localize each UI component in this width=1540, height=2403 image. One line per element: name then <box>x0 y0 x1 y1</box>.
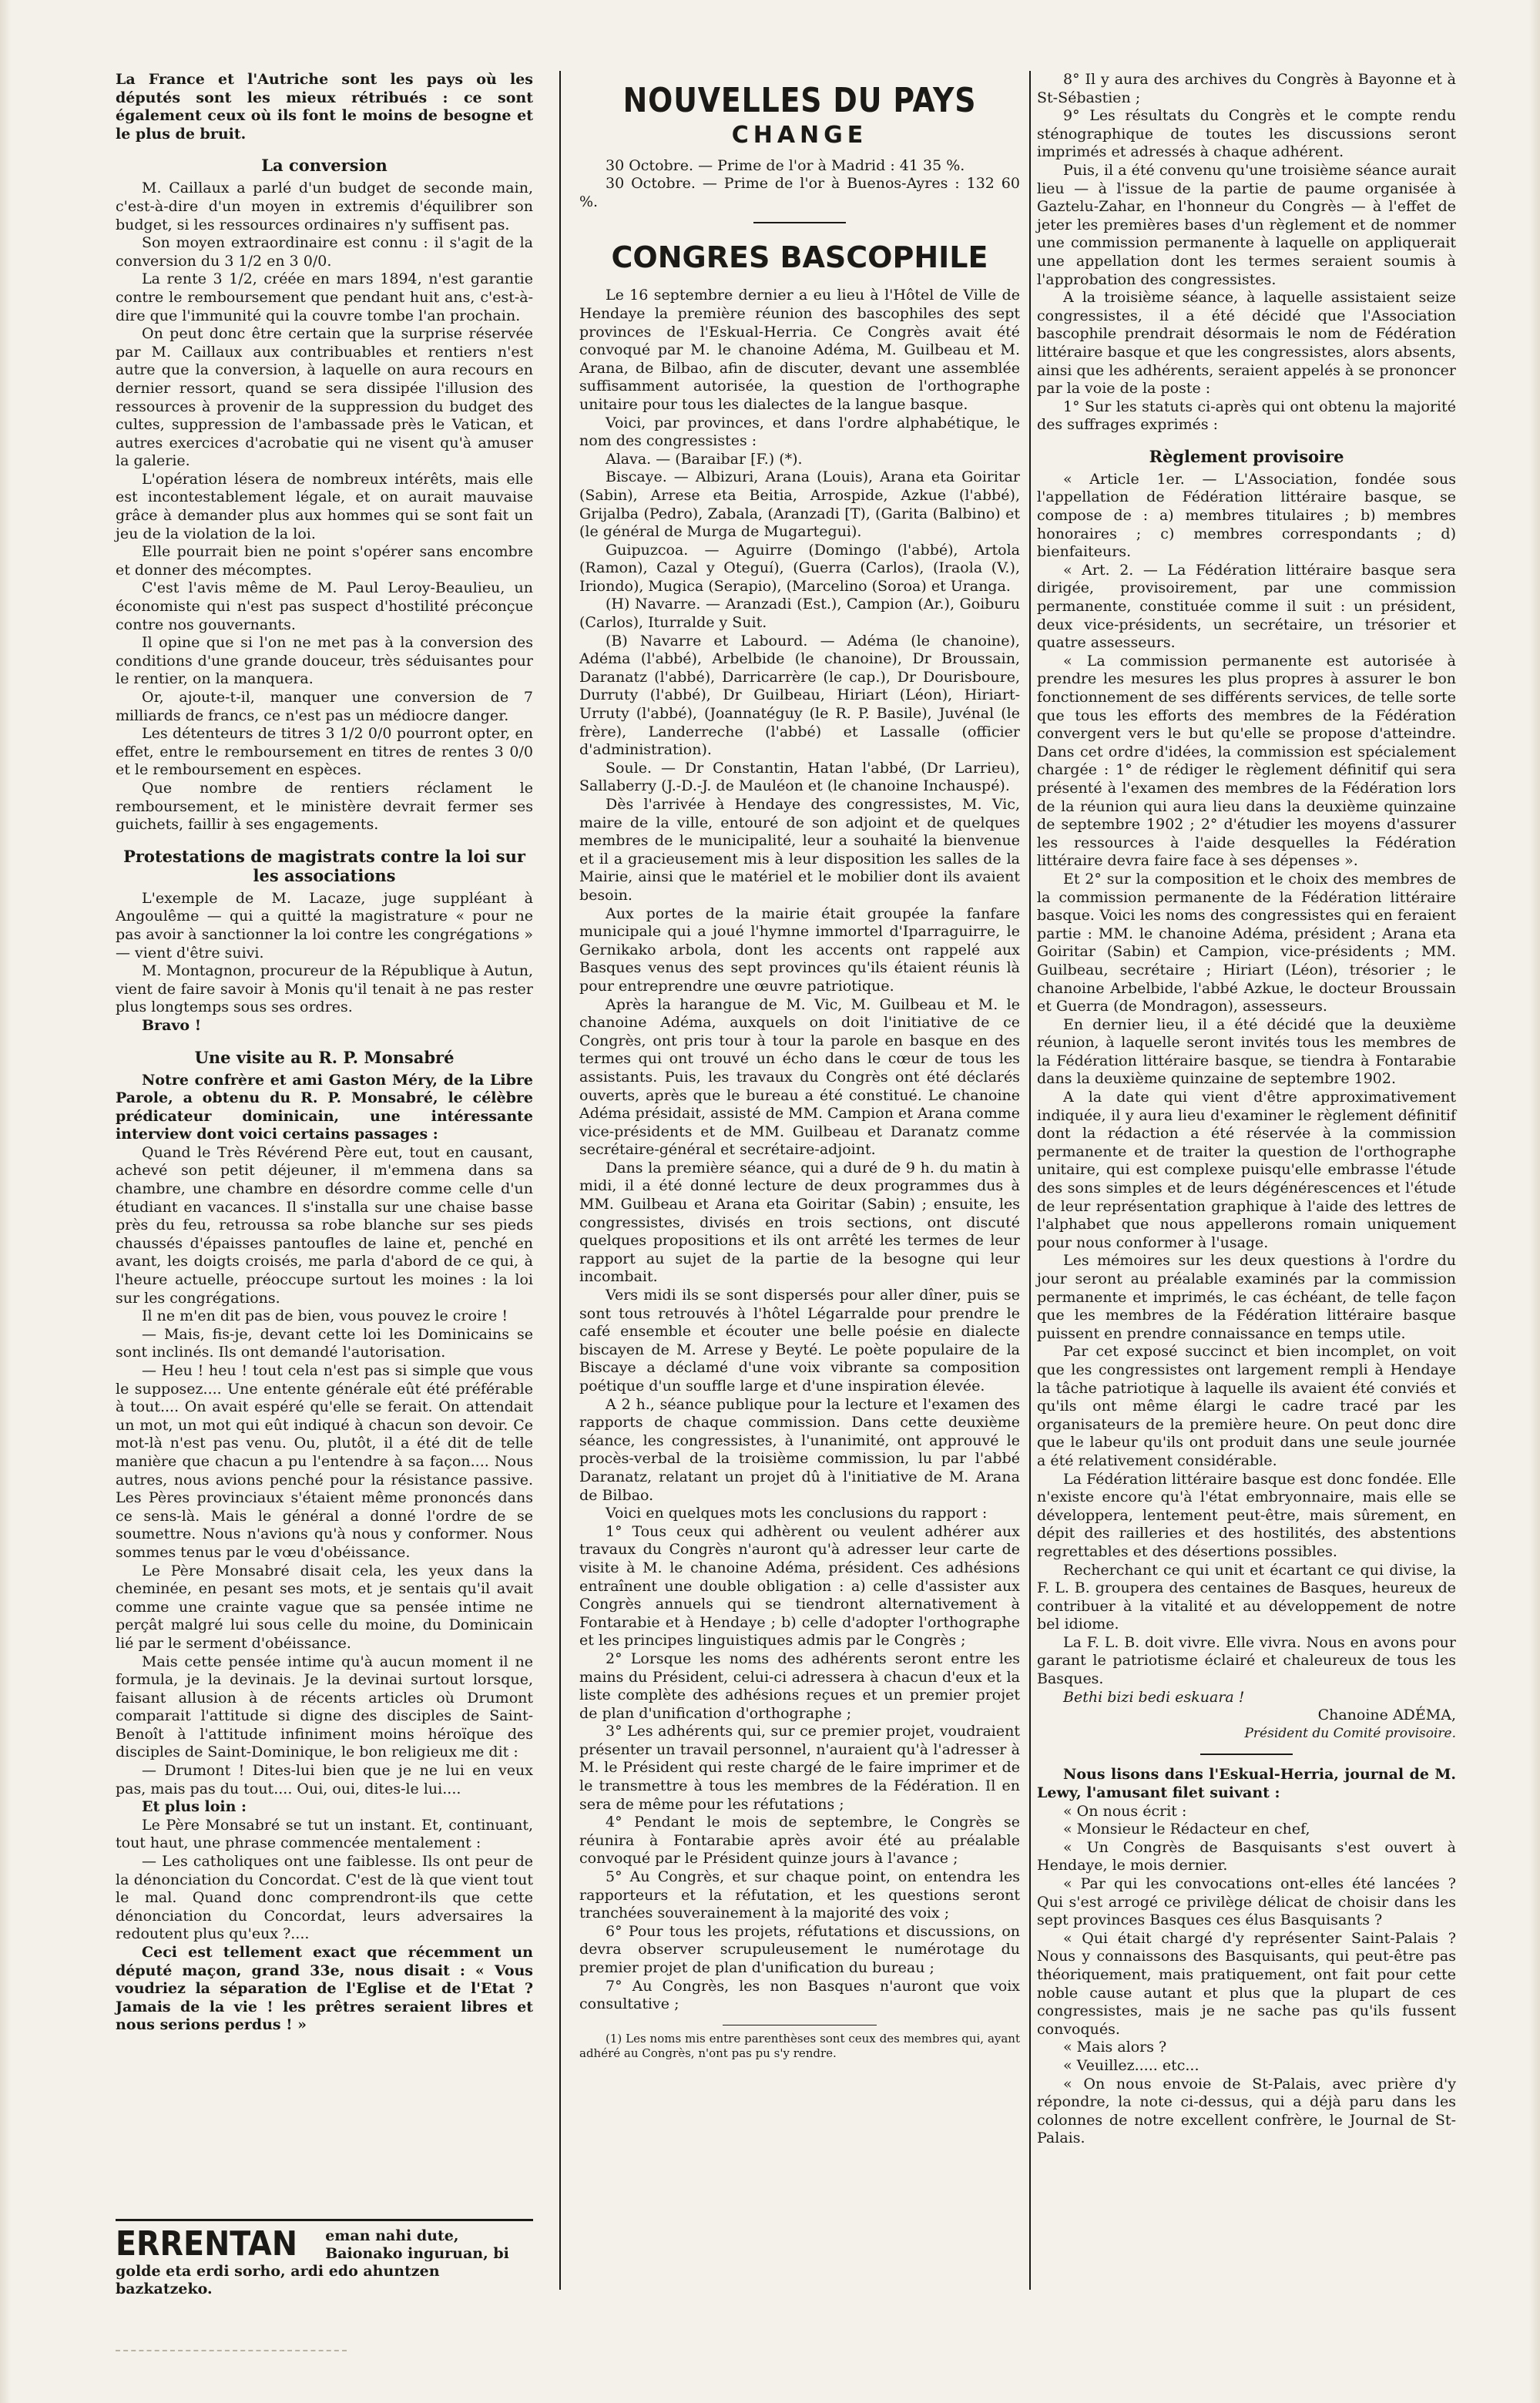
paragraph: Quand le Très Révérend Père eut, tout en causant, achevé son petit déjeuner, il m'emmena dans sa chambre, une chambre en désordre comme celle d'un étudiant en vacances. Il s'installa sur une chaise basse près du feu, retroussa sa robe blanche sur ses pieds chaussés d'épaisses pantoufles de laine et, penché en avant, les doigts croisés, me parla d'abord de ce qui, à l'heure actuelle, préoccupe surtout les moines : la loi sur les congrégations. <box>116 1143 533 1307</box>
paragraph: Le Père Monsabré se tut un instant. Et, continuant, tout haut, une phrase commencée mentalement : <box>116 1816 533 1852</box>
paragraph: Son moyen extraordinaire est connu : il s'agit de la conversion du 3 1/2 en 3 0/0. <box>116 234 533 270</box>
divider <box>753 222 846 223</box>
paragraph: Que nombre de rentiers réclament le remboursement, et le ministère devrait fermer ses guichets, faillir à ses engagements. <box>116 779 533 834</box>
paragraph: — Drumont ! Dites-lui bien que je ne lui en veux pas, mais pas du tout.... Oui, oui, dites-le lui.... <box>116 1762 533 1797</box>
paragraph: Les détenteurs de titres 3 1/2 0/0 pourront opter, en effet, entre le remboursement en titres de rentes 3 0/0 et le remboursement en espèces. <box>116 725 533 779</box>
footnote: (1) Les noms mis entre parenthèses sont ceux des membres qui, ayant adhéré au Congrès, n'ont pas pu s'y rendre. <box>579 2031 1020 2060</box>
paragraph: Dans la première séance, qui a duré de 9 h. du matin à midi, il a été donné lecture de deux programmes dus à MM. Guilbeau et Arana eta Goiritar (Sabin) ; ensuite, les congressistes, divisés en trois sections, ont discuté quelques propositions et ils ont arrêté les termes de leur rapport au sujet de la partie de la besogne qui leur incombait. <box>579 1159 1020 1286</box>
paragraph: Le 16 septembre dernier a eu lieu à l'Hôtel de Ville de Hendaye la première réunion des bascophiles des sept provinces de l'Eskual-Herria. Ce Congrès avait été convoqué par M. le chanoine Adéma, M. Guilbeau et M. Arana, de Bilbao, afin de discuter, devant une assemblée suffisamment autorisée, la question de l'orthographe unitaire pour tous les dialectes de la langue basque. <box>579 287 1020 413</box>
congres-heading: CONGRES BASCOPHILE <box>611 240 988 275</box>
conclusions-list <box>579 1523 1020 2014</box>
paragraph: — Heu ! heu ! tout cela n'est pas si simple que vous le supposez.... Une entente générale eût été préférable à tout.... On avait espéré qu'elle se ferait. On attendait un mot, un mot qui eût indiqué à chacun son devoir. Ce mot-là n'est pas venu. Ou, plutôt, il a été dit de telle manière que chacun a pu l'entendre à sa façon.... Nous autres, nous avions penché pour la résistance passive. Les Pères provinciaux s'étaient même prononcés dans ce sens-là. Mais le général a donné l'ordre de se soumettre. Nous n'avions qu'à nous y conformer. Nous sommes tenus par le vœu d'obéissance. <box>116 1362 533 1561</box>
errentan-text: eman nahi dute, Baionako inguruan, bi golde eta erdi sorho, ardi edo ahuntzen bazkatzeko. <box>116 2227 509 2297</box>
paragraph: Voici, par provinces, et dans l'ordre alphabétique, le nom des congressistes : <box>579 414 1020 450</box>
signature-role: Président du Comité provisoire. <box>1244 1725 1456 1741</box>
change-line: 30 Octobre. — Prime de l'or à Madrid : 41 35 %. <box>606 156 965 174</box>
column-1 <box>116 71 533 2321</box>
paragraph: Et plus loin : <box>142 1798 247 1816</box>
paragraph: Voici en quelques mots les conclusions du rapport : <box>606 1505 988 1522</box>
errentan-title: ERRENTAN <box>116 2224 297 2264</box>
paragraph: L'opération lésera de nombreux intérêts, mais elle est incontestablement légale, et on aurait mauvaise grâce à demander plus aux hommes qui se sont fait un jeu de la violation de la loi. <box>116 470 533 542</box>
paragraph: « Par qui les convocations ont-elles été lancées ? Qui s'est arrogé ce privilège délicat de choisir dans les sept provinces Basques ces élus Basquisants ? <box>1037 1875 1456 1929</box>
paragraph: « Un Congrès de Basquisants s'est ouvert à Hendaye, le mois dernier. <box>1037 1838 1456 1874</box>
column-divider <box>559 71 561 2290</box>
paragraph: C'est l'avis même de M. Paul Leroy-Beaulieu, un économiste qui n'est pas suspect d'hostilité préconçue contre nos gouvernants. <box>116 579 533 633</box>
section-heading-nouvelles: NOUVELLES DU PAYS <box>622 81 977 120</box>
divider <box>1200 1754 1293 1755</box>
paragraph: On peut donc être certain que la surprise réservée par M. Caillaux aux contribuables et rentiers n'est autre que la conversion, à laquelle on aura recours en dernier ressort, quand se sera dissipée l'illusion des ressources à provenir de la suppression du budget des cultes, suppression de l'ambassade près le Vatican, et autres exercices d'acrobatie qui ne visent qu'à amuser la galerie. <box>116 325 533 470</box>
paragraph: Les mémoires sur les deux questions à l'ordre du jour seront au préalable examinés par la commission permanente et imprimés, le cas échéant, de telle façon que les membres de la Fédération littéraire basque puissent en prendre connaissance en temps utile. <box>1037 1252 1456 1342</box>
paragraph: A la date qui vient d'être approximativement indiquée, il y aura lieu d'examiner le règlement définitif dont la rédaction a été réservée à la commission permanente et de traiter la question de l'orthographe unitaire, qui est complexe puisqu'elle embrasse l'étude des sons simples et de leurs dégénérescences et l'étude de leur représentation graphique à l'aide des lettres de l'alphabet que nous appellerons romain uniquement pour nous conformer à l'usage. <box>1037 1089 1456 1251</box>
paragraph: Or, ajoute-t-il, manquer une conversion de 7 milliards de francs, ce n'est pas un médiocre danger. <box>116 689 533 724</box>
paragraph: « Qui était chargé d'y représenter Saint-Palais ? Nous y connaissons des Basquisants, qui peut-être pas théoriquement, mais pratiquement, ont fait pour cette noble cause autant et plus que la plupart de ces congressistes, mais je ne sache pas qu'ils fussent convoqués. <box>1037 1929 1456 2038</box>
paragraph: M. Caillaux a parlé d'un budget de seconde main, c'est-à-dire d'un moyen in extremis d'équilibrer son budget, si les ressources ordinaires n'y suffisent pas. <box>116 180 533 233</box>
paragraph: L'exemple de M. Lacaze, juge suppléant à Angoulême — qui a quitté la magistrature « pour ne pas avoir à sanctionner la loi contre les congrégations » — vient d'être suivi. <box>116 889 533 962</box>
paragraph: Biscaye. — Albizuri, Arana (Louis), Arana eta Goiritar (Sabin), Arrese eta Beitia, Arrospide, Azkue (l'abbé), Grijalba (Pedro), Zabala, (Aranzadi [T), (Garita (Balbino) et (le général de Murga de Mugartegui). <box>579 468 1020 541</box>
paragraph: (H) Navarre. — Aranzadi (Est.), Campion (Ar.), Goiburu (Carlos), Iturralde y Suit. <box>579 596 1020 632</box>
paragraph: Vers midi ils se sont dispersés pour aller dîner, puis se sont tous retrouvés à l'hôtel Légarralde pour prendre le café ensemble et écouter une belle poésie en dialecte biscayen de M. Arrese y Beyté. Le poète populaire de la Biscaye a déclamé d'une voix vibrante sa composition poétique d'un souffle large et d'une inspiration élevée. <box>579 1287 1020 1394</box>
intro-paragraph: La France et l'Autriche sont les pays où les députés sont les mieux rétribués : ce sont également ceux où ils font le moins de besogne et le plus de bruit. <box>116 71 533 143</box>
column-2 <box>579 71 1020 2251</box>
list-item: 5° Au Congrès, et sur chaque point, on entendra les rapporteurs et la réfutation, et les questions seront tranchées souverainement à la majorité des voix ; <box>579 1868 1020 1922</box>
paragraph: « Monsieur le Rédacteur en chef, <box>1063 1821 1310 1838</box>
change-line: 30 Octobre. — Prime de l'or à Buenos-Ayres : 132 60 %. <box>579 175 1020 210</box>
lewy-lead: Nous lisons dans l'Eskual-Herria, journal de M. Lewy, l'amusant filet suivant : <box>1037 1766 1456 1802</box>
paragraph: Après la harangue de M. Vic, M. Guilbeau et M. le chanoine Adéma, auxquels on doit l'initiative de ce Congrès, ont pris tour à tour la parole en basque en des termes qui ont trouvé un écho dans le cœur de tous les assistants. Puis, les travaux du Congrès ont été déclarés ouverts, après que le bureau a été constitué. Le chanoine Adéma présidait, assisté de MM. Campion et Arana comme vice-présidents et de MM. Guilbeau et Daranatz comme secrétaire-général et secrétaire-adjoint. <box>579 995 1020 1159</box>
conversion-heading: La conversion <box>261 156 388 176</box>
paragraph: A la troisième séance, à laquelle assistaient seize congressistes, il a été décidé que l'Association bascophile prendrait désormais le nom de Fédération littéraire basque et que les congressistes, alors absents, ainsi que les adhérents, seraient appelés à se prononcer par la voie de la poste : <box>1037 289 1456 398</box>
paragraph: (B) Navarre et Labourd. — Adéma (le chanoine), Adéma (l'abbé), Arbelbide (le chanoine), Dr Broussain, Daranatz (l'abbé), Darricarrère (le cap.), Dr Dourisboure, Durruty (l'abbé), Dr Guilbeau, Hiriart (Léon), Hiriart-Urruty (l'abbé), (Joannatéguy (le R. P. Basile), Juvénal (le frère), Landerreche (l'abbé) et Lassalle (officier d'administration). <box>579 632 1020 759</box>
list-item: 8° Il y aura des archives du Congrès à Bayonne et à St-Sébastien ; <box>1037 71 1456 106</box>
list-item: 4° Pendant le mois de septembre, le Congrès se réunira à Fontarabie après avoir été au préalable convoqué par le Président quinze jours à l'avance ; <box>579 1814 1020 1868</box>
list-item: 3° Les adhérents qui, sur ce premier projet, voudraient présenter un travail personnel, n'auraient qu'à l'adresser à M. le Président qui reste chargé de le faire imprimer et de le transmettre à tous les membres de la Fédération. Il en sera de même pour les réfutations ; <box>579 1723 1020 1813</box>
list-item: 9° Les résultats du Congrès et le compte rendu sténographique de toutes les discussions seront imprimés et adressés à chaque adhérent. <box>1037 107 1456 161</box>
paragraph: « La commission permanente est autorisée à prendre les mesures les plus propres à assurer le bon fonctionnement de ses différents services, de telle sorte que tous les efforts des membres de la Fédération convergent vers le but qu'elle se propose d'atteindre. Dans cet ordre d'idées, la commission est spécialement chargée : 1° de rédiger le règlement définitif qui sera présenté à l'examen des membres de la Fédération lors de la réunion qui aura lieu dans la deuxième quinzaine de septembre 1902 ; 2° d'étudier les moyens d'assurer les ressources à l'aide desquelles la Fédération littéraire devra faire face à ses dépenses ». <box>1037 652 1456 870</box>
paragraph: Guipuzcoa. — Aguirre (Domingo (l'abbé), Artola (Ramon), Cazal y Oteguí), (Guerra (Carlos), (Iraola (V.), Iriondo), Mugica (Serapio), (Marcelino (Soroa) et Uranga. <box>579 541 1020 595</box>
paragraph: A 2 h., séance publique pour la lecture et l'examen des rapports de chaque commission. Dans cette deuxième séance, les congressistes, à l'unanimité, ont approuvé le procès-verbal de la troisième commission, lu par l'abbé Daranatz, relatant un projet dû à l'initiative de M. Arana de Bilbao. <box>579 1395 1020 1504</box>
paragraph: « On nous envoie de St-Palais, avec prière d'y répondre, la note ci-dessus, qui a déjà paru dans les colonnes de notre excellent confrère, le Journal de St-Palais. <box>1037 2075 1456 2147</box>
paragraph: Et 2° sur la composition et le choix des membres de la commission permanente de la Fédération littéraire basque. Voici les noms des congressistes qui en feraient partie : MM. le chanoine Adéma, président ; Arana eta Goiritar (Sabin) et Campion, vice-présidents ; MM. Guilbeau, secrétaire ; Hiriart (Léon), trésorier ; le chanoine Arbelbide, l'abbé Azkue, le docteur Broussain et Guerra (de Mondragon), assesseurs. <box>1037 870 1456 1015</box>
paragraph: Soule. — Dr Constantin, Hatan l'abbé, (Dr Larrieu), Sallaberry (J.-D.-J. de Mauléon et (le chanoine Inchauspé). <box>579 759 1020 795</box>
list-item: 1° Tous ceux qui adhèrent ou veulent adhérer aux travaux du Congrès n'auront qu'à adresser leur carte de visite à M. le chanoine Adéma, président. Ces adhésions entraînent une double obligation : a) celle d'assister aux Congrès annuels qui se tiendront alternativement à Fontarabie et à Hendaye ; b) celle d'adopter l'orthographe et les principes linguistiques admis par le Congrès ; <box>579 1522 1020 1650</box>
paragraph: « Veuillez..... etc... <box>1063 2056 1199 2074</box>
change-heading: CHANGE <box>731 122 868 149</box>
bravo-line: Bravo ! <box>142 1016 202 1034</box>
paper-edge-right <box>1529 0 1540 2403</box>
paragraph: Alava. — (Baraibar [F.) (*). <box>606 450 803 468</box>
paragraph: En dernier lieu, il a été décidé que la deuxième réunion, à laquelle seront invités tous les membres de la Fédération littéraire basque, se tiendra à Fontarabie dans la deuxième quinzaine de septembre 1902. <box>1037 1015 1456 1088</box>
paragraph: « Article 1er. — L'Association, fondée sous l'appellation de Fédération littéraire basque, se compose de : a) membres titulaires ; b) membres honoraires ; c) membres correspondants ; d) bienfaiteurs. <box>1037 470 1456 561</box>
paragraph: Ceci est tellement exact que récemment un député maçon, grand 33e, nous disait : « Vous voudriez la séparation de l'Eglise et de l'Etat ? Jamais de la vie ! les prêtres seraient libres et nous serions perdus ! » <box>116 1944 533 2034</box>
protestations-heading: Protestations de magistrats contre la loi sur les associations <box>123 846 525 885</box>
reglement-heading: Règlement provisoire <box>1149 446 1344 466</box>
paragraph: La rente 3 1/2, créée en mars 1894, n'est garantie contre le remboursement que pendant huit ans, c'est-à-dire que l'immunité qui la couvre tombe l'an prochain. <box>116 270 533 324</box>
column-divider <box>1029 71 1031 2290</box>
paragraph: Par cet exposé succinct et bien incomplet, on voit que les congressistes ont largement rempli à Hendaye la tâche patriotique à laquelle ils avaient été conviés et qu'ils ont même élargi le cadre tracé par les organisateurs de la première heure. On peut donc dire que le labeur qu'ils ont produit dans une seule journée a été relativement considérable. <box>1037 1343 1456 1469</box>
paragraph: M. Montagnon, procureur de la République à Autun, vient de faire savoir à Monis qu'il tenait à ne pas rester plus longtemps sous ses ordres. <box>116 962 533 1016</box>
monsabre-lead: Notre confrère et ami Gaston Méry, de la Libre Parole, a obtenu du R. P. Monsabré, le célèbre prédicateur dominicain, une intéressante interview dont voici certains passages : <box>116 1071 533 1143</box>
paragraph: 1° Sur les statuts ci-après qui ont obtenu la majorité des suffrages exprimés : <box>1037 398 1456 434</box>
paragraph: « Mais alors ? <box>1063 2039 1167 2056</box>
paragraph: — Mais, fis-je, devant cette loi les Dominicains se sont inclinés. Ils ont demandé l'autorisation. <box>116 1325 533 1361</box>
paragraph: « On nous écrit : <box>1063 1802 1187 1820</box>
column-3 <box>1037 71 1456 2147</box>
paragraph: Elle pourrait bien ne point s'opérer sans encombre et donner des mécomptes. <box>116 543 533 579</box>
paper-edge-left <box>0 0 11 2403</box>
paragraph: La Fédération littéraire basque est donc fondée. Elle n'existe encore qu'à l'état embryonnaire, mais elle se développera, lentement peut-être, mais sûrement, en dépit des railleries et des hostilités, des abstentions regrettables et des désertions possibles. <box>1037 1470 1456 1560</box>
paragraph: Puis, il a été convenu qu'une troisième séance aurait lieu — à l'issue de la partie de paume organisée à Gaztelu-Zahar, en l'honneur du Congrès — à l'effet de jeter les premières bases d'un règlement et de nommer une commission permanente à laquelle on appliquerait une appellation dont les termes seraient soumis à l'approbation des congressistes. <box>1037 161 1456 288</box>
paragraph: « Art. 2. — La Fédération littéraire basque sera dirigée, provisoirement, par une commission permanente, constituée comme il suit : un président, deux vice-présidents, un secrétaire, un trésorier et quatre assesseurs. <box>1037 561 1456 652</box>
divider <box>116 2219 533 2221</box>
paragraph: Le Père Monsabré disait cela, les yeux dans la cheminée, en pesant ses mots, et je sentais qu'il avait comme une crainte vague que sa pensée intime ne perçât malgré lui sous celle du moine, du Dominicain lié par le serment d'obéissance. <box>116 1562 533 1652</box>
paragraph: Mais cette pensée intime qu'à aucun moment il ne formula, je la devinais. Je la devinai surtout lorsque, faisant allusion à de récents articles où Drumont comparait l'attitude si digne des disciples de Saint-Benoît à l'attitude infiniment moins héroïque des disciples de Saint-Dominique, le bon religieux me dit : <box>116 1653 533 1761</box>
paragraph: Aux portes de la mairie était groupée la fanfare municipale qui a joué l'hymne immortel d'Iparraguirre, le Gernikako arbola, dont les accents ont rappelé aux Basques venus des sept provinces qu'ils étaient réunis là pour entreprendre une œuvre patriotique. <box>579 904 1020 995</box>
signature: Chanoine ADÉMA, <box>1317 1707 1456 1724</box>
list-item: 6° Pour tous les projets, réfutations et discussions, on devra observer scrupuleusement le numérotage du premier projet de plan d'unification du bureau ; <box>579 1922 1020 1976</box>
paragraph: La F. L. B. doit vivre. Elle vivra. Nous en avons pour garant le patriotisme éclairé et chaleureux de tous les Basques. <box>1037 1633 1456 1688</box>
paragraph: Bethi bizi bedi eskuara ! <box>1063 1688 1245 1706</box>
errentan-advert <box>116 2219 533 2296</box>
bottom-edge-mark <box>116 2350 347 2351</box>
list-item: 2° Lorsque les noms des adhérents seront entre les mains du Président, celui-ci adressera à chacun d'eux et la liste complète des adhésions reçues et un premier projet de plan d'unification d'orthographe ; <box>579 1650 1020 1722</box>
paragraph: Il opine que si l'on ne met pas à la conversion des conditions d'une grande douceur, très séduisantes pour le rentier, on la manquera. <box>116 634 533 688</box>
paragraph: — Les catholiques ont une faiblesse. Ils ont peur de la dénonciation du Concordat. C'est de là que vient tout le mal. Quand donc comprendront-ils que cette dénonciation du Concordat, leurs adversaires la redoutent plus qu'eux ?.... <box>116 1853 533 1943</box>
list-item: 7° Au Congrès, les non Basques n'auront que voix consultative ; <box>579 1977 1020 2013</box>
paragraph: Il ne m'en dit pas de bien, vous pouvez le croire ! <box>142 1307 508 1325</box>
monsabre-heading: Une visite au R. P. Monsabré <box>194 1047 455 1067</box>
paragraph: Recherchant ce qui unit et écartant ce qui divise, la F. L. B. groupera des centaines de Basques, heureux de contribuer à la vitalité et au développement de notre bel idiome. <box>1037 1561 1456 1633</box>
paragraph: Dès l'arrivée à Hendaye des congressistes, M. Vic, maire de la ville, entouré de son adjoint et de quelques membres de le municipalité, leur a souhaité la bienvenue et il a gracieusement mis à leur disposition les salles de la Mairie, ainsi que le matériel et le mobilier dont ils avaient besoin. <box>579 796 1020 904</box>
